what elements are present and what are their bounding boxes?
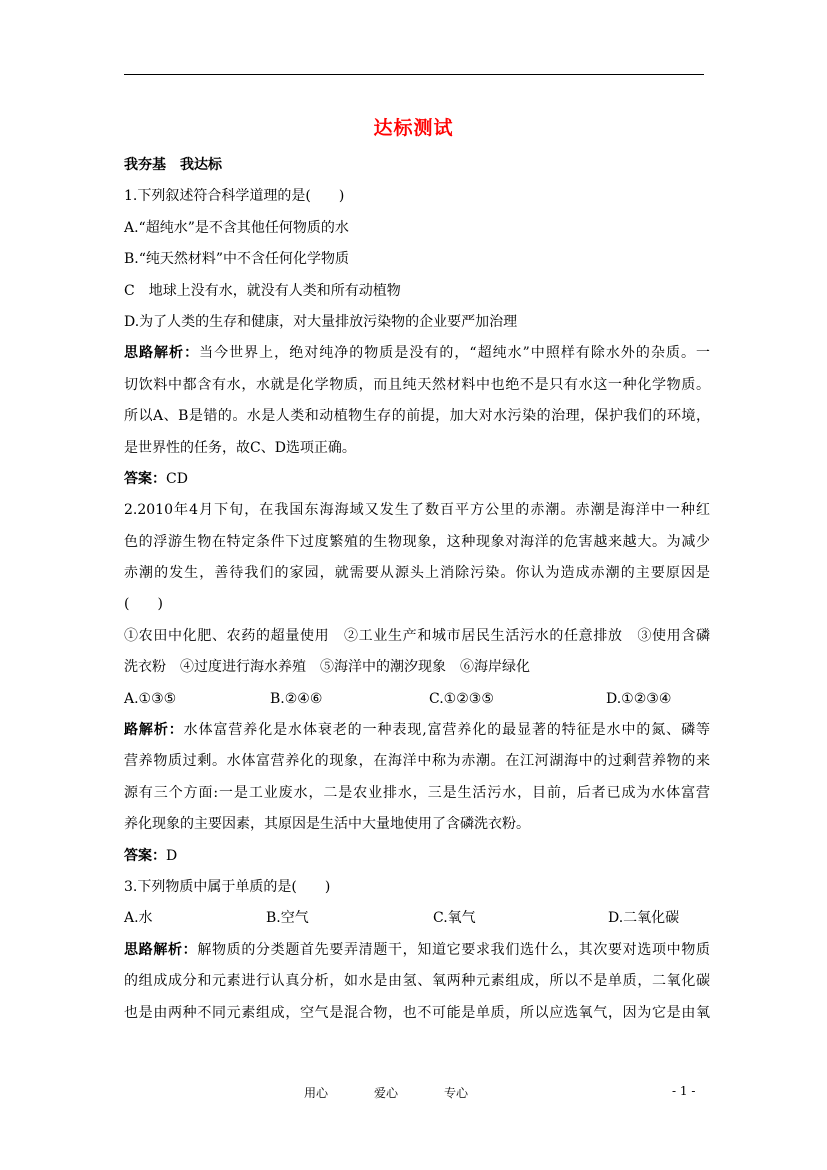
q3-option-a: A.水: [124, 910, 153, 927]
q1-option-a: A.“超纯水”是不含其他任何物质的水: [124, 219, 349, 236]
q2-answer-label: 答案：: [124, 847, 166, 864]
q2-stem-line: ( ): [124, 596, 163, 613]
footer-middle: 爱心: [374, 1086, 399, 1100]
q1-analysis-line: 思路解析：当今世界上，绝对纯净的物质是没有的，“超纯水”中照样有除水外的杂质。一: [124, 345, 711, 362]
q2-stem-line: 色的浮游生物在特定条件下过度繁殖的生物现象，这种现象对海洋的危害越来越大。为减少: [124, 533, 710, 550]
q1-analysis-line: 切饮料中都含有水，水就是化学物质，而且纯天然材料中也绝不是只有水这一种化学物质。: [124, 376, 710, 393]
header-rule: [124, 74, 704, 75]
q2-analysis-line: 路解析：水体富营养化是水体衰老的一种表现,富营养化的最显著的特征是水中的氮、磷等: [124, 722, 711, 739]
q2-analysis-line: 养化现象的主要因素，其原因是生活中大量地使用了含磷洗衣粉。: [124, 816, 530, 833]
q1-analysis-line: 所以A、B是错的。水是人类和动植物生存的前提，加大对水污染的治理，保护我们的环境，: [124, 408, 710, 425]
q1-option-d: D.为了人类的生存和健康，对大量排放污染物的企业要严加治理: [124, 313, 518, 330]
q1-option-b: B.“纯天然材料”中不含任何化学物质: [124, 251, 350, 268]
q3-options: [124, 903, 710, 934]
q1-analysis-line: 是世界性的任务，故C、D选项正确。: [124, 439, 356, 456]
q3-stem: 3.下列物质中属于单质的是( ): [124, 878, 331, 895]
page-number: - 1 -: [672, 1084, 696, 1098]
q3-analysis-line: 也是由两种不同元素组成，空气是混合物，也不可能是单质，所以应选氧气，因为它是由氧: [124, 1004, 710, 1021]
q2-analysis-label: 路解析：: [124, 722, 184, 739]
q2-items-line: ①农田中化肥、农药的超量使用 ②工业生产和城市居民生活污水的任意排放 ③使用含磷: [124, 627, 710, 644]
footer-right: 专心: [444, 1086, 469, 1100]
q2-option-a: A.①③⑤: [124, 690, 177, 707]
page-title: 达标测试: [373, 117, 454, 139]
section-heading: 我夯基 我达标: [124, 157, 222, 173]
q1-stem: 1.下列叙述符合科学道理的是( ): [124, 188, 345, 205]
q2-option-c: C.①②③⑤: [429, 690, 494, 707]
q2-analysis-line: 源有三个方面:一是工业废水，二是农业排水，三是生活污水，目前，后者已成为水体富营: [124, 784, 710, 801]
q2-options: [124, 684, 710, 715]
q2-stem-line: 赤潮的发生，善待我们的家园，就需要从源头上消除污染。你认为造成赤潮的主要原因是: [124, 565, 710, 582]
q3-option-b: B.空气: [266, 910, 309, 927]
q3-option-c: C.氧气: [433, 910, 476, 927]
q1-answer: [124, 464, 710, 495]
q2-stem-line: 2.2010年4月下旬，在我国东海海域又发生了数百平方公里的赤潮。赤潮是海洋中一种红: [124, 502, 710, 519]
q2-option-d: D.①②③④: [606, 690, 672, 707]
q2-answer-value: D: [166, 847, 178, 864]
q3-analysis-line: 的组成成分和元素进行认真分析，如水是由氢、氧两种元素组成，所以不是单质，二氧化碳: [124, 973, 710, 990]
q3-analysis-label: 思路解析：: [124, 941, 198, 958]
q2-items-line: 洗衣粉 ④过度进行海水养殖 ⑤海洋中的潮汐现象 ⑥海岸绿化: [124, 659, 530, 676]
q1-answer-label: 答案：: [124, 470, 166, 487]
page-footer: [0, 1084, 827, 1104]
q3-option-d: D.二氧化碳: [608, 910, 680, 927]
q2-answer: [124, 841, 710, 872]
q2-option-b: B.②④⑥: [270, 690, 323, 707]
q3-analysis-line: 思路解析：解物质的分类题首先要弄清题干，知道它要求我们选什么，其次要对选项中物质: [124, 941, 711, 958]
q1-analysis-label: 思路解析：: [124, 345, 200, 362]
q2-analysis-line: 营养物质过剩。水体富营养化的现象，在海洋中称为赤潮。在江河湖海中的过剩营养物的来: [124, 753, 710, 770]
footer-left: 用心: [304, 1086, 329, 1100]
q1-answer-value: CD: [166, 470, 188, 487]
document-body: [124, 150, 710, 1029]
q1-option-c: C 地球上没有水，就没有人类和所有动植物: [124, 282, 401, 299]
